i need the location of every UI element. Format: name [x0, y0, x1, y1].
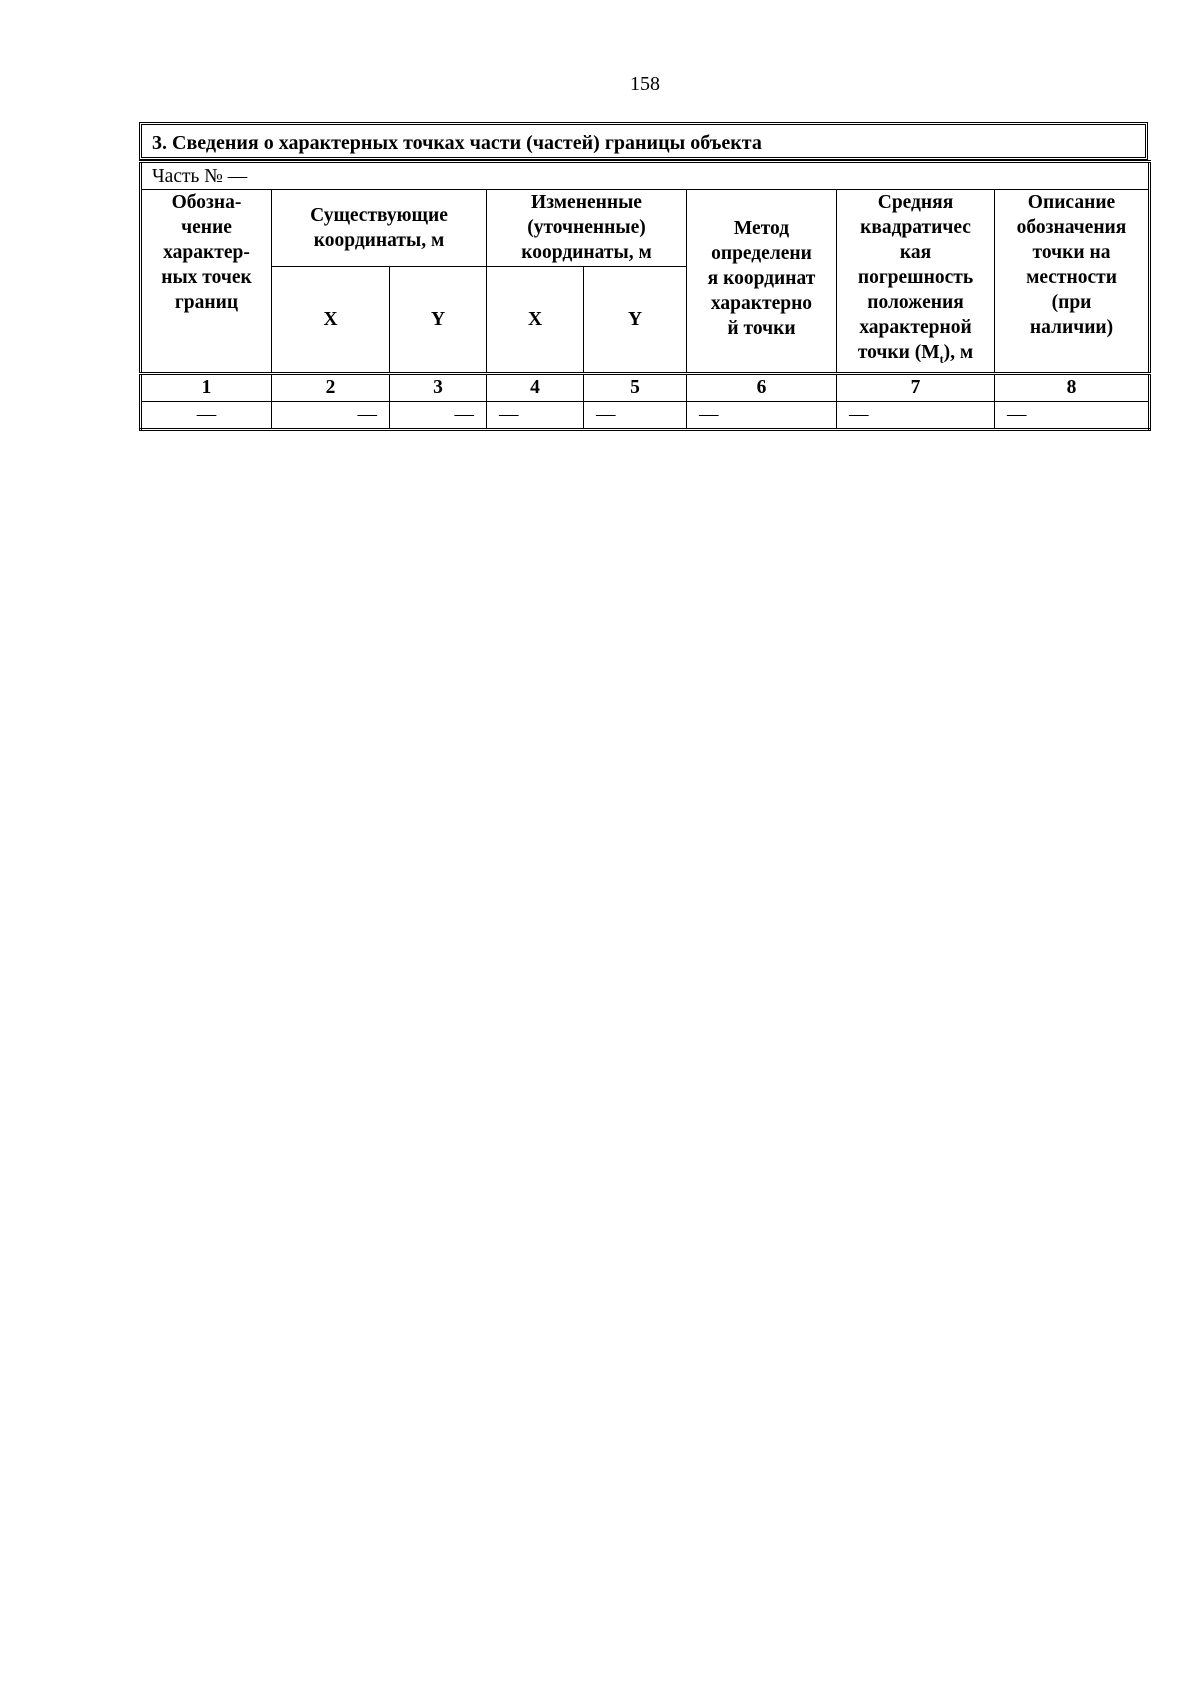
table-cell: —: [141, 401, 272, 429]
header-mean-square-error: Средняя квадратичес кая погрешность положения характерной точки $(M_t)$, м: [837, 190, 995, 374]
header-existing-y: Y: [390, 267, 487, 374]
header-changed-x: X: [487, 267, 584, 374]
header-changed-y: Y: [584, 267, 687, 374]
header-changed-coordinates: Измененные (уточненные) координаты, м: [487, 190, 687, 267]
column-number: 3: [390, 373, 487, 401]
table-cell: —: [272, 401, 390, 429]
table-cell: —: [837, 401, 995, 429]
points-section: [139, 122, 1148, 431]
header-point-designation: Обозна- чение характер- ных точек границ: [141, 190, 272, 374]
column-number: 2: [272, 373, 390, 401]
table-cell: —: [487, 401, 584, 429]
table-cell: —: [584, 401, 687, 429]
column-number-row: [141, 373, 1150, 401]
column-number: 8: [995, 373, 1150, 401]
header-method: Метод определени я координат характерно й точки: [687, 190, 837, 374]
table-cell: —: [995, 401, 1150, 429]
part-label: Часть № —: [141, 162, 1150, 190]
column-number: 1: [141, 373, 272, 401]
column-number: 6: [687, 373, 837, 401]
column-number: 5: [584, 373, 687, 401]
table-cell: —: [390, 401, 487, 429]
page-number: 158: [630, 73, 660, 95]
characteristic-points-table: [139, 160, 1151, 431]
header-existing-coordinates: Существующие координаты, м: [272, 190, 487, 267]
header-row: [141, 190, 1150, 267]
table-row: [141, 401, 1150, 429]
header-description: Описание обозначения точки на местности (при наличии): [995, 190, 1150, 374]
table-cell: —: [687, 401, 837, 429]
column-number: 7: [837, 373, 995, 401]
column-number: 4: [487, 373, 584, 401]
header-existing-x: X: [272, 267, 390, 374]
section-title: 3. Сведения о характерных точках части (частей) границы объекта: [139, 122, 1148, 160]
